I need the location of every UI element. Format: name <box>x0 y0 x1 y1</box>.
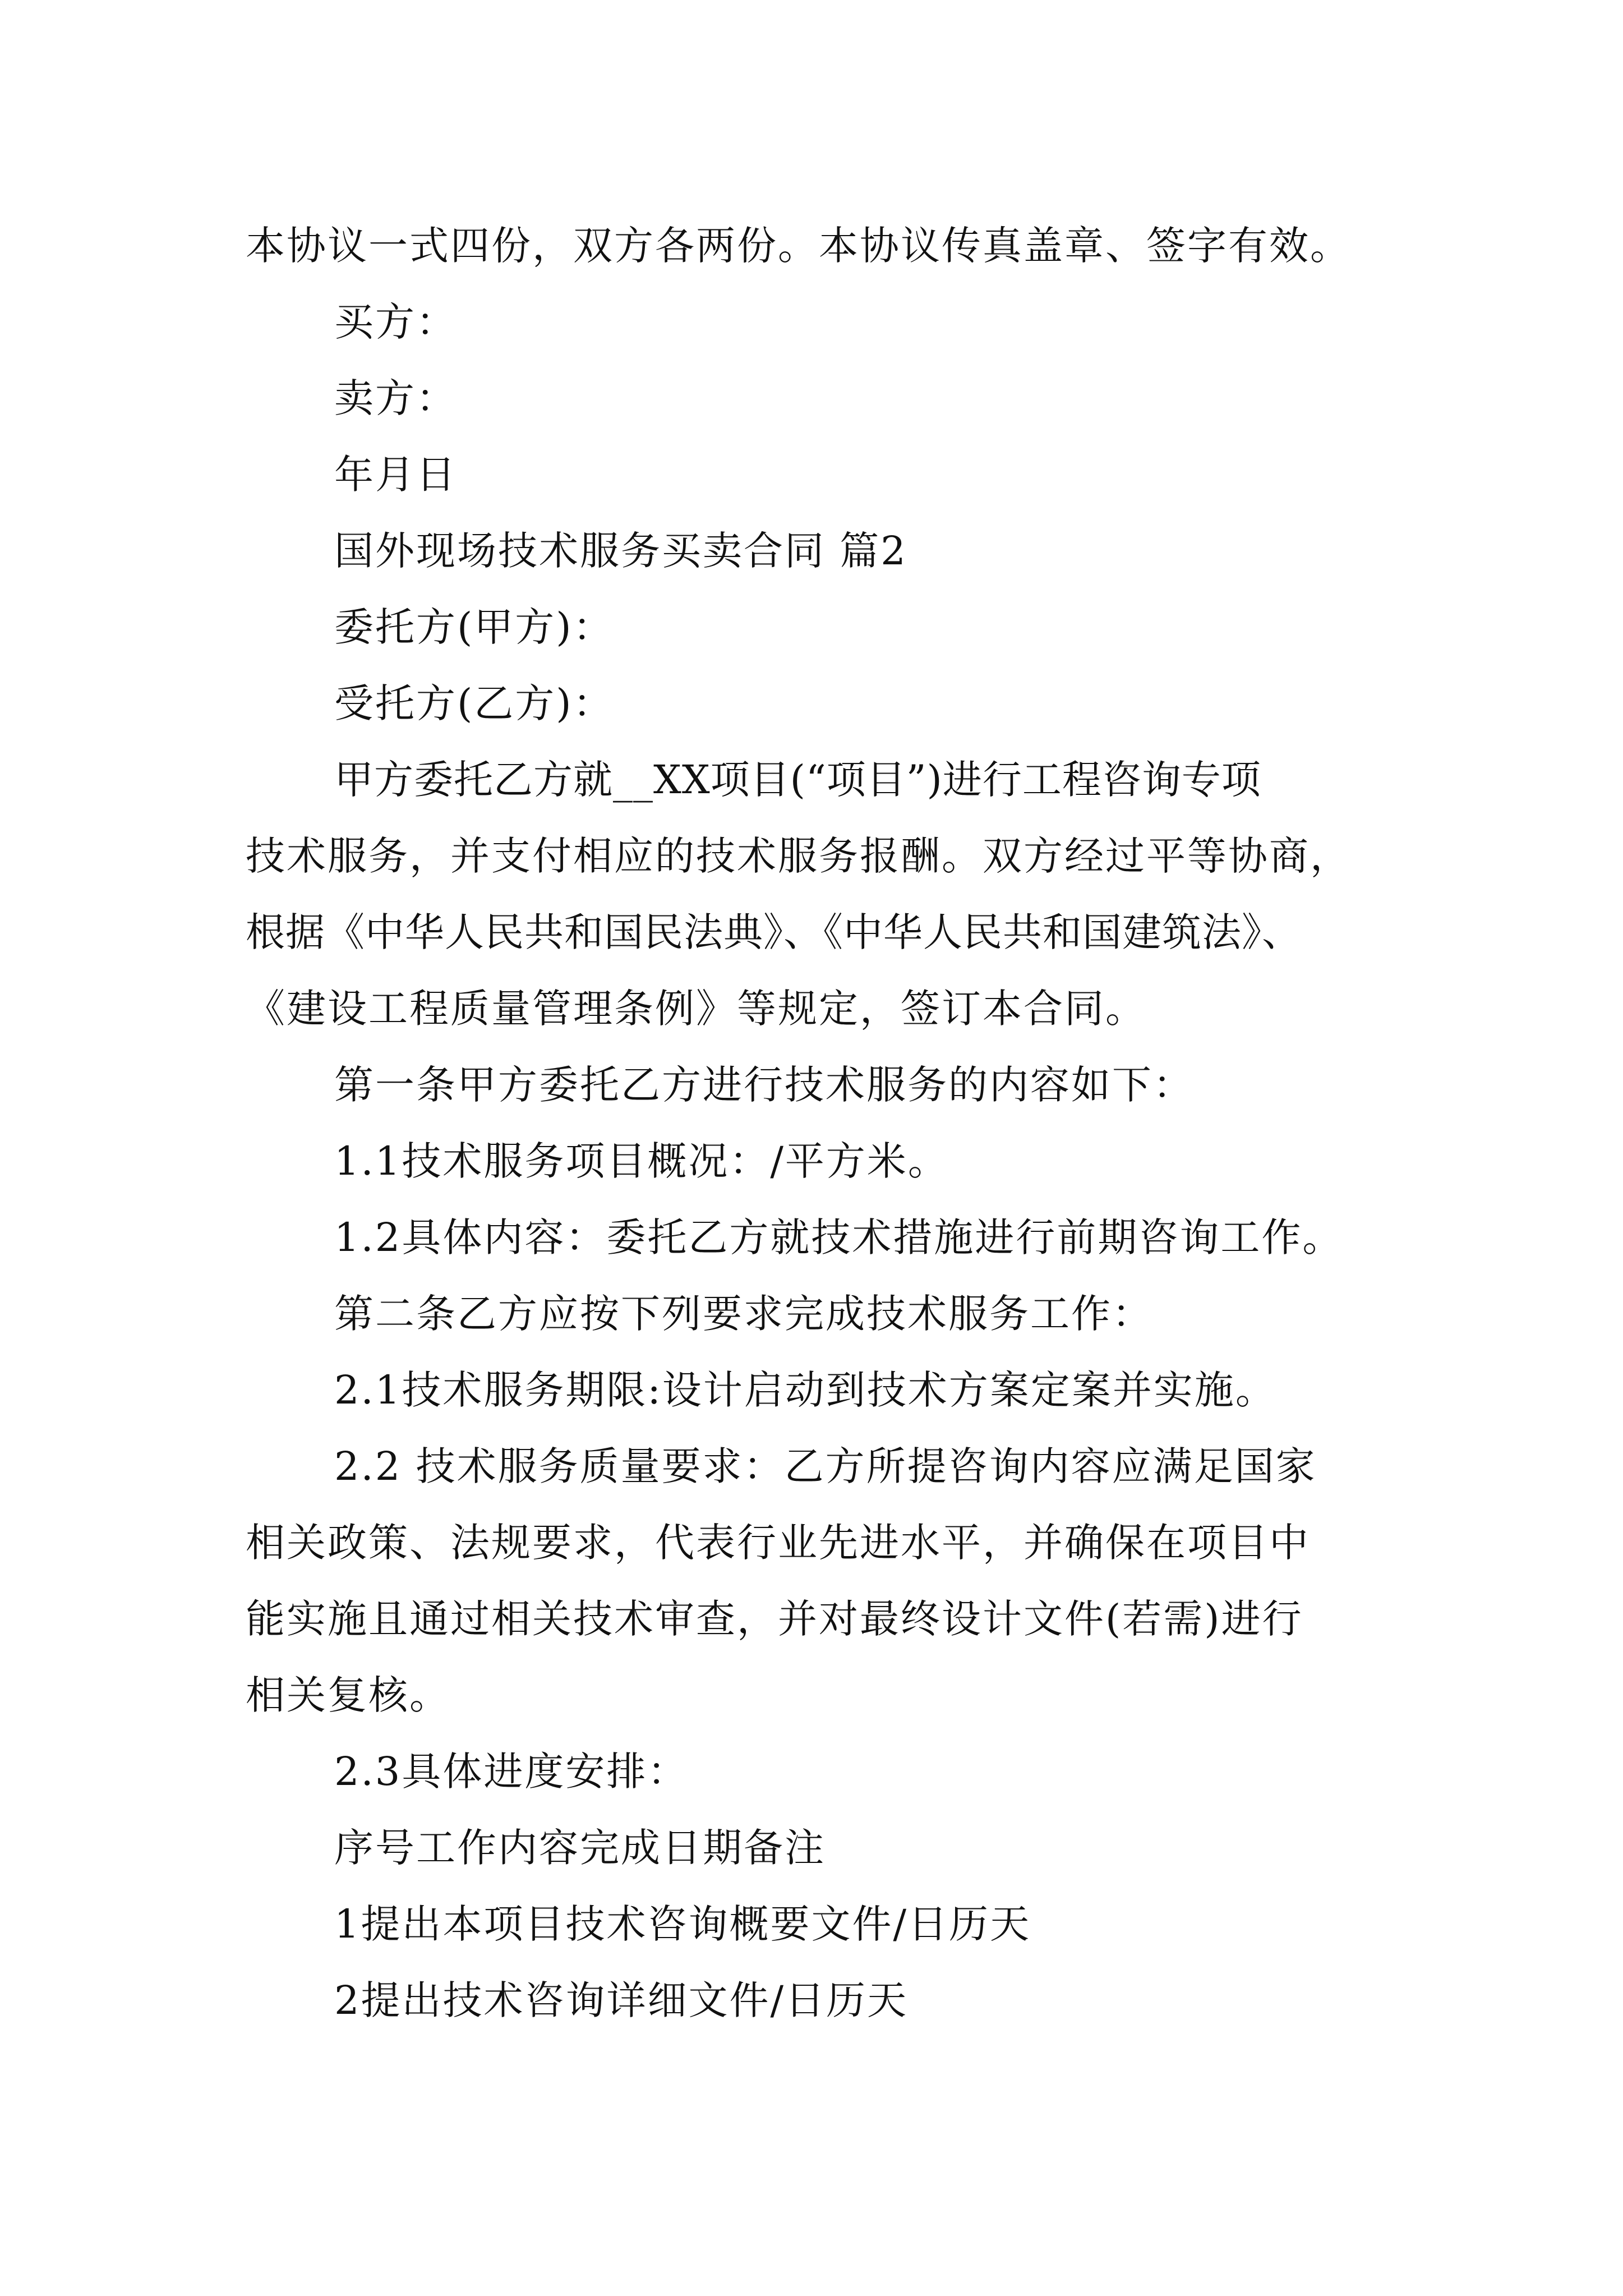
clause-2-2-line-1: 2.2 技术服务质量要求：乙方所提咨询内容应满足国家 <box>334 1443 1317 1489</box>
contractor-party-line: 受托方(乙方)： <box>334 680 614 726</box>
contract-title: 国外现场技术服务买卖合同 篇2 <box>334 528 907 574</box>
buyer-signature-line: 买方： <box>334 299 457 345</box>
preamble-line-1: 甲方委托乙方就__XX项目(“项目”)进行工程咨询专项 <box>334 757 1261 803</box>
clause-1-2: 1.2具体内容：委托乙方就技术措施进行前期咨询工作。 <box>334 1214 1344 1260</box>
clause-2-1: 2.1技术服务期限:设计启动到技术方案定案并实施。 <box>334 1367 1276 1413</box>
preamble-line-2: 技术服务，并支付相应的技术服务报酬。双方经过平等协商， <box>246 833 1351 879</box>
article-1-heading: 第一条甲方委托乙方进行技术服务的内容如下： <box>334 1062 1194 1108</box>
date-line: 年月日 <box>334 452 457 498</box>
schedule-row-1: 1提出本项目技术咨询概要文件/日历天 <box>334 1901 1031 1947</box>
clause-2-3: 2.3具体进度安排： <box>334 1749 689 1795</box>
preamble-line-4: 《建设工程质量管理条例》等规定，签订本合同。 <box>246 986 1146 1032</box>
preamble-line-3: 根据《中华人民共和国民法典》、《中华人民共和国建筑法》、 <box>246 909 1302 955</box>
clause-2-2-line-3: 能实施且通过相关技术审查，并对最终设计文件(若需)进行 <box>246 1596 1303 1642</box>
article-2-heading: 第二条乙方应按下列要求完成技术服务工作： <box>334 1291 1153 1337</box>
seller-signature-line: 卖方： <box>334 375 457 421</box>
clause-2-2-line-2: 相关政策、法规要求，代表行业先进水平，并确保在项目中 <box>246 1520 1310 1566</box>
document-body <box>246 208 1423 2039</box>
schedule-header-row: 序号工作内容完成日期备注 <box>334 1825 826 1871</box>
clause-2-2-line-4: 相关复核。 <box>246 1672 450 1718</box>
agreement-copies-clause: 本协议一式四份，双方各两份。本协议传真盖章、签字有效。 <box>246 223 1351 269</box>
schedule-row-2: 2提出技术咨询详细文件/日历天 <box>334 1977 909 2023</box>
client-party-line: 委托方(甲方)： <box>334 604 614 650</box>
clause-1-1: 1.1技术服务项目概况：/平方米。 <box>334 1138 949 1184</box>
